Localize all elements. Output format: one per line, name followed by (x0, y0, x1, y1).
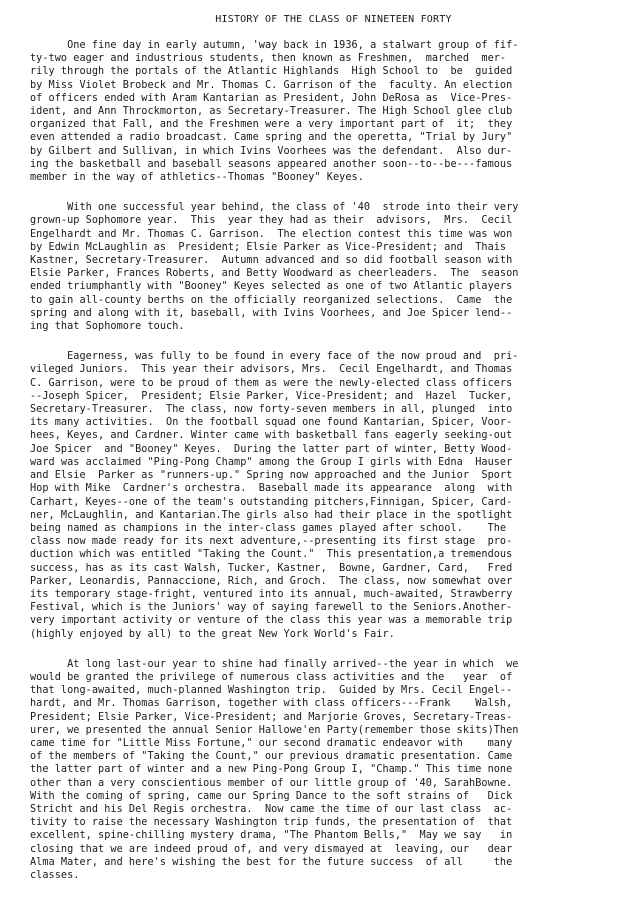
text-line: and Elsie Parker as "runners-up." Spring now approached and the Junior Sport (30, 470, 513, 482)
text-line: One fine day in early autumn, 'way back in 1936, a stalwart group of fif- (30, 40, 519, 51)
text-line: very important activity or venture of the class this year was a memorable trip (30, 615, 513, 627)
text-line: Joe Spicer and "Booney" Keyes. During the latter part of winter, Betty Wood- (30, 443, 513, 455)
text-line: urer, we presented the annual Senior Hallowe'en Party(remember those skits)Then (30, 724, 519, 736)
text-line: of officers ended with Aram Kantarian as President, John DeRosa as Vice-Pres- (30, 92, 513, 104)
text-line: the latter part of winter and a new Ping-Pong Group I, "Champ." This time none (30, 764, 513, 776)
paragraph-senior-year (30, 658, 615, 882)
text-line: organized that Fall, and the Freshmen were a very important part of it; they (30, 119, 513, 131)
document-page (30, 14, 615, 899)
text-line: vileged Juniors. This year their advisors, Mrs. Cecil Engelhardt, and Thomas (30, 364, 513, 376)
text-line: ing the basketball and baseball seasons appeared another soon--to--be---famous (30, 158, 513, 170)
text-line: its many activities. On the football squad one found Kantarian, Spicer, Voor- (30, 417, 513, 429)
text-line: Eagerness, was fully to be found in every face of the now proud and pri- (30, 351, 519, 363)
text-line: classes. (30, 869, 80, 881)
text-line: Alma Mater, and here's wishing the best for the future success of all the (30, 856, 513, 868)
text-line: ty-two eager and industrious students, then known as Freshmen, marched mer- (30, 53, 507, 65)
text-line: other than a very conscientious member of our little group of '40, SarahBowne. (30, 777, 513, 789)
text-line: member in the way of athletics--Thomas "Booney" Keyes. (30, 172, 364, 184)
text-line: ing that Sophomore touch. (30, 321, 185, 333)
paragraph-sophomore-year (30, 201, 615, 333)
text-line: duction which was entitled "Taking the Count." This presentation,a tremendous (30, 549, 513, 561)
text-line: even attended a radio broadcast. Came spring and the operetta, "Trial by Jury" (30, 132, 513, 144)
text-line: President; Elsie Parker, Vice-President; and Marjorie Groves, Secretary-Treas- (30, 711, 513, 723)
text-line: to gain all-county berths on the officially reorganized selections. Came the (30, 294, 513, 306)
text-line: by Edwin McLaughlin as President; Elsie Parker as Vice-President; and Thais (30, 241, 507, 253)
text-line: Engelhardt and Mr. Thomas C. Garrison. The election contest this time was won (30, 228, 513, 240)
text-line: Hop with Mike Cardner's orchestra. Baseball made its appearance along with (30, 483, 513, 495)
text-line: its temporary stage-fright, ventured into its annual, much-awaited, Strawberry (30, 588, 513, 600)
text-line: rily through the portals of the Atlantic Highlands High School to be guided (30, 66, 513, 78)
text-line: spring and along with it, baseball, with Ivins Voorhees, and Joe Spicer lend-- (30, 307, 513, 319)
document-title: HISTORY OF THE CLASS OF NINETEEN FORTY (215, 14, 452, 25)
text-line: of the members of "Taking the Count," our previous dramatic presentation. Came (30, 751, 513, 763)
text-line: With the coming of spring, came our Spring Dance to the soft strains of Dick (30, 790, 513, 802)
paragraph-junior-year (30, 350, 615, 640)
text-line: class now made ready for its next adventure,--presenting its first stage pro- (30, 536, 513, 548)
text-line: With one successful year behind, the class of '40 strode into their very (30, 202, 519, 214)
text-line: At long last-our year to shine had finally arrived--the year in which we (30, 658, 519, 670)
text-line: came time for "Little Miss Fortune," our second dramatic endeavor with many (30, 737, 513, 749)
text-line: Stricht and his Del Regis orchestra. Now came the time of our last class ac- (30, 803, 513, 815)
text-line: grown-up Sophomore year. This year they had as their advisors, Mrs. Cecil (30, 215, 513, 227)
text-line: success, has as its cast Walsh, Tucker, Kastner, Bowne, Gardner, Card, Fred (30, 562, 513, 574)
text-line: Parker, Leonardis, Pannaccione, Rich, and Groch. The class, now somewhat over (30, 575, 513, 587)
text-line: Secretary-Treasurer. The class, now forty-seven members in all, plunged into (30, 404, 513, 416)
text-line: hees, Keyes, and Cardner. Winter came with basketball fans eagerly seeking-out (30, 430, 513, 442)
text-line: Carhart, Keyes--one of the team's outstanding pitchers,Finnigan, Spicer, Card- (30, 496, 513, 508)
text-line: C. Garrison, were to be proud of them as were the newly-elected class officers (30, 377, 513, 389)
text-line: Elsie Parker, Frances Roberts, and Betty Woodward as cheerleaders. The season (30, 268, 519, 280)
text-line: tivity to raise the necessary Washington trip funds, the presentation of that (30, 817, 513, 829)
text-line: excellent, spine-chilling mystery drama, "The Phantom Bells," May we say in (30, 830, 513, 842)
text-line: ner, McLaughlin, and Kantarian.The girls also had their place in the spotlight (30, 509, 513, 521)
text-line: (highly enjoyed by all) to the great New York World's Fair. (30, 628, 395, 640)
text-line: ward was acclaimed "Ping-Pong Champ" among the Group I girls with Edna Hauser (30, 456, 513, 468)
text-line: Festival, which is the Juniors' way of saying farewell to the Seniors.Another- (30, 602, 513, 614)
text-line: by Miss Violet Brobeck and Mr. Thomas C. Garrison of the faculty. An election (30, 79, 513, 91)
text-line: Kastner, Secretary-Treasurer. Autumn advanced and so did football season with (30, 255, 513, 267)
text-line: ident, and Ann Throckmorton, as Secretary-Treasurer. The High School glee club (30, 106, 513, 118)
text-line: hardt, and Mr. Thomas Garrison, together with class officers---Frank Walsh, (30, 698, 513, 710)
text-line: ended triumphantly with "Booney" Keyes selected as one of two Atlantic players (30, 281, 513, 293)
text-line: closing that we are indeed proud of, and very dismayed at leaving, our dear (30, 843, 513, 855)
text-line: would be granted the privilege of numerous class activities and the year of (30, 671, 513, 683)
text-line: by Gilbert and Sullivan, in which Ivins Voorhees was the defendant. Also dur- (30, 145, 513, 157)
text-line: that long-awaited, much-planned Washington trip. Guided by Mrs. Cecil Engel-- (30, 685, 513, 697)
paragraph-freshman-year (30, 39, 615, 184)
text-line: --Joseph Spicer, President; Elsie Parker, Vice-President; and Hazel Tucker, (30, 390, 513, 402)
text-line: being named as champions in the inter-class games played after school. The (30, 522, 507, 534)
